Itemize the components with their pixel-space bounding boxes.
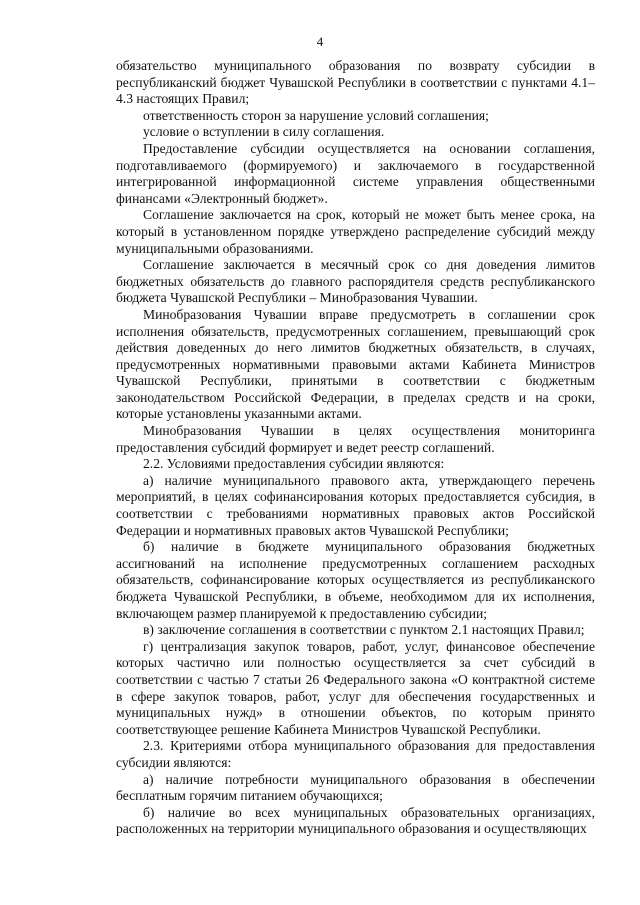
paragraph-electronic-budget: Предоставление субсидии осуществляется на основании соглашения, подготавливаемого (формируемого) и заключаемого в государственной интегрированной информационной системе управления общественными финансами «Электронный бюджет». [116,140,595,206]
paragraph-responsibility: ответственность сторон за нарушение условий соглашения; [143,107,489,123]
paragraph-2-2-a: а) наличие муниципального правового акта, утверждающего перечень мероприятий, в целях софинансирования которых предоставляется субсидия, в соответствии с требованиями нормативных правовых актов Российской Федерации и нормативных правовых актов Чувашской Республики; [116,472,595,538]
paragraph-obligation-refund: обязательство муниципального образования по возврату субсидии в республиканский бюджет Чувашской Республики в соответствии с пунктами 4.1–4.3 настоящих Правил; [116,58,595,107]
paragraph-2-3-heading: 2.3. Критериями отбора муниципального образования для предоставления субсидии являются: [116,738,595,770]
paragraph-2-3-a: а) наличие потребности муниципального образования в обеспечении бесплатным горячим питанием обучающихся; [116,771,595,804]
paragraph-agreement-month: Соглашение заключается в месячный срок со дня доведения лимитов бюджетных обязательств до главного распорядителя средств республиканского бюджета Чувашской Республики – Минобразования Чувашии. [116,257,595,306]
document-body [116,58,595,838]
paragraph-agreement-term: Соглашение заключается на срок, который не может быть менее срока, на который в установленном порядке утверждено распределение субсидий между муниципальными образованиями. [116,207,595,256]
paragraph-2-2-g: г) централизация закупок товаров, работ, услуг, финансовое обеспечение которых частично или полностью осуществляется за счет субсидий в соответствии с частью 7 статьи 26 Федерального закона «О контрактной системе в сфере закупок товаров, работ, услуг для обеспечения государственных и муниципальных нужд» в отношении объектов, по которым принято соответствующее решение Кабинета Министров Чувашской Республики. [116,638,595,737]
paragraph-entry-into-force: условие о вступлении в силу соглашения. [143,124,385,140]
paragraph-ministry-rights: Минобразования Чувашии вправе предусмотреть в соглашении срок исполнения обязательств, предусмотренных соглашением, превышающий срок действия доведенных до него лимитов бюджетных обязательств, в случаях, предусмотренных нормативными правовыми актами Кабинета Министров Чувашской Республики, принятыми в соответствии с бюджетным законодательством Российской Федерации, в пределах средств и на сроки, которые установлены указанными актами. [116,306,595,422]
paragraph-2-2-heading: 2.2. Условиями предоставления субсидии являются: [143,456,445,472]
paragraph-registry: Минобразования Чувашии в целях осуществления мониторинга предоставления субсидий формирует и ведет реестр соглашений. [116,423,595,455]
paragraph-2-2-v: в) заключение соглашения в соответствии с пунктом 2.1 настоящих Правил; [143,622,585,638]
paragraph-2-3-b: б) наличие во всех муниципальных образовательных организациях, расположенных на территории муниципального образования и осуществляющих [116,804,595,837]
page-number: 4 [316,34,324,49]
paragraph-2-2-b: б) наличие в бюджете муниципального образования бюджетных ассигнований на исполнение предусмотренных соглашением расходных обязательств, софинансирование которых осуществляется из республиканского бюджета Чувашской Республики, в объеме, необходимом для их исполнения, включающем размер планируемой к предоставлению субсидии; [116,539,595,621]
